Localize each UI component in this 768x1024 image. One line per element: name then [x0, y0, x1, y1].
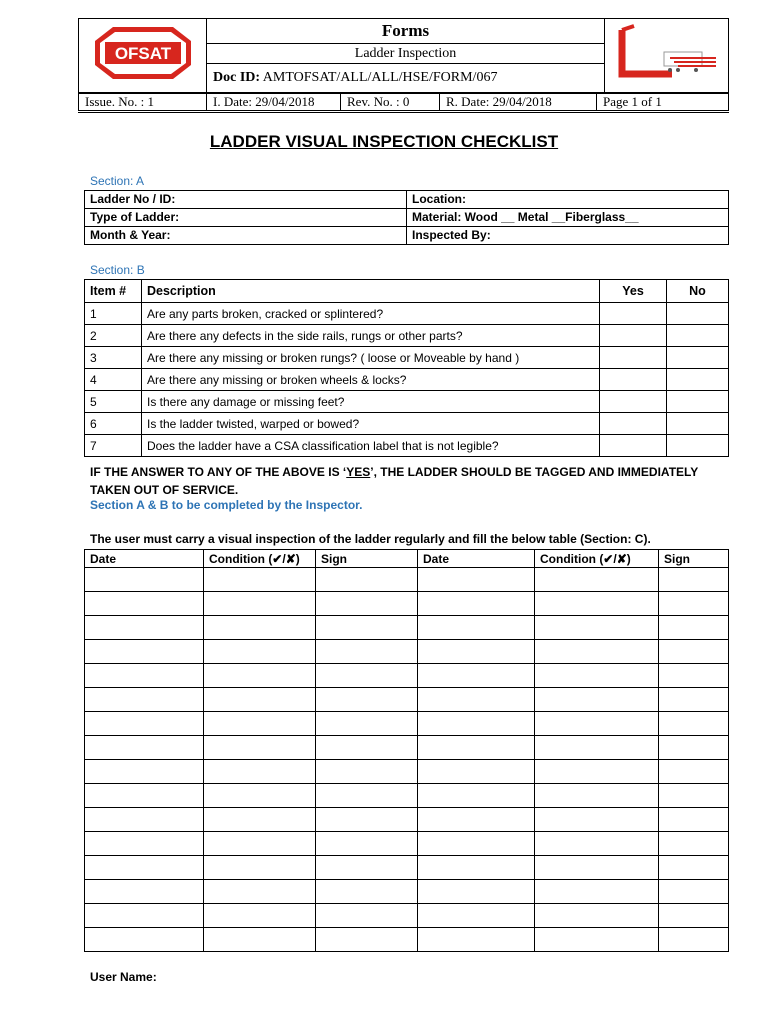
date-cell[interactable] — [418, 760, 535, 784]
condition-cell[interactable] — [535, 808, 659, 832]
condition-cell[interactable] — [535, 592, 659, 616]
condition-cell[interactable] — [204, 856, 316, 880]
doc-id-label: Doc ID: — [213, 70, 261, 85]
date-cell[interactable] — [418, 880, 535, 904]
location-field[interactable]: Location: — [407, 191, 729, 209]
condition-cell[interactable] — [535, 880, 659, 904]
condition-cell[interactable] — [535, 736, 659, 760]
sign-cell[interactable] — [659, 880, 729, 904]
condition-cell[interactable] — [204, 640, 316, 664]
table-row — [85, 640, 729, 664]
sign-cell[interactable] — [659, 808, 729, 832]
section-b-body — [85, 303, 729, 457]
yes-checkbox-cell[interactable] — [600, 303, 667, 325]
table-row — [85, 688, 729, 712]
sign-cell[interactable] — [659, 856, 729, 880]
item-number-header: Item # — [85, 280, 142, 303]
sign-cell[interactable] — [316, 736, 418, 760]
table-row — [85, 369, 729, 391]
sign-cell[interactable] — [659, 688, 729, 712]
table-row — [85, 303, 729, 325]
yes-checkbox-cell[interactable] — [600, 435, 667, 457]
date-cell[interactable] — [85, 568, 204, 592]
issue-number: Issue. No. : 1 — [79, 94, 207, 111]
table-header-row — [85, 280, 729, 303]
condition-cell[interactable] — [204, 808, 316, 832]
table-row — [85, 808, 729, 832]
item-number: 6 — [85, 413, 142, 435]
condition-cell[interactable] — [535, 928, 659, 952]
truck-logo-icon — [612, 22, 722, 84]
svg-text:OFSAT: OFSAT — [114, 44, 171, 63]
item-description: Are there any defects in the side rails, rungs or other parts? — [142, 325, 600, 347]
page-number: Page 1 of 1 — [597, 94, 729, 111]
date-cell[interactable] — [85, 760, 204, 784]
condition-cell[interactable] — [535, 640, 659, 664]
ladder-id-field[interactable]: Ladder No / ID: — [85, 191, 407, 209]
sign-cell[interactable] — [316, 904, 418, 928]
no-checkbox-cell[interactable] — [667, 325, 729, 347]
header-divider — [78, 112, 729, 113]
month-year-field[interactable]: Month & Year: — [85, 227, 407, 245]
condition-cell[interactable] — [535, 856, 659, 880]
yes-checkbox-cell[interactable] — [600, 325, 667, 347]
condition-cell[interactable] — [204, 736, 316, 760]
sign-cell[interactable] — [316, 616, 418, 640]
ofsat-logo-cell — [79, 19, 207, 93]
condition-cell[interactable] — [204, 928, 316, 952]
table-row — [85, 928, 729, 952]
sign-cell[interactable] — [659, 664, 729, 688]
no-checkbox-cell[interactable] — [667, 435, 729, 457]
warning-suffix: ’, THE LADDER SHOULD BE TAGGED AND IMMEDIATELY TAKEN OUT OF SERVICE. — [90, 465, 699, 497]
condition-cell[interactable] — [535, 832, 659, 856]
date-cell[interactable] — [85, 688, 204, 712]
form-name: Ladder Inspection — [207, 44, 605, 64]
table-row — [85, 760, 729, 784]
material-field[interactable]: Material: Wood __ Metal __Fiberglass__ — [407, 209, 729, 227]
date-header: Date — [85, 550, 204, 568]
section-c-table — [84, 549, 729, 952]
sign-cell[interactable] — [659, 568, 729, 592]
ladder-type-field[interactable]: Type of Ladder: — [85, 209, 407, 227]
condition-cell[interactable] — [204, 784, 316, 808]
sign-cell[interactable] — [659, 832, 729, 856]
sign-cell[interactable] — [316, 640, 418, 664]
date-cell[interactable] — [418, 664, 535, 688]
condition-cell[interactable] — [204, 880, 316, 904]
date-cell[interactable] — [85, 856, 204, 880]
doc-id-value: AMTOFSAT/ALL/ALL/HSE/FORM/067 — [262, 70, 498, 85]
section-c-body — [85, 568, 729, 952]
page-title: LADDER VISUAL INSPECTION CHECKLIST — [209, 132, 559, 151]
section-b-table — [84, 279, 729, 457]
condition-cell[interactable] — [204, 568, 316, 592]
sign-cell[interactable] — [316, 760, 418, 784]
table-header-row — [85, 550, 729, 568]
condition-cell[interactable] — [535, 664, 659, 688]
date-cell[interactable] — [418, 592, 535, 616]
yes-checkbox-cell[interactable] — [600, 369, 667, 391]
table-row — [85, 568, 729, 592]
table-row — [85, 856, 729, 880]
condition-cell[interactable] — [535, 712, 659, 736]
sign-header: Sign — [659, 550, 729, 568]
date-cell[interactable] — [85, 832, 204, 856]
table-row — [85, 391, 729, 413]
form-meta-row — [78, 93, 729, 111]
condition-cell[interactable] — [204, 760, 316, 784]
inspected-by-field[interactable]: Inspected By: — [407, 227, 729, 245]
condition-cell[interactable] — [535, 688, 659, 712]
form-header — [78, 18, 729, 93]
date-cell[interactable] — [418, 736, 535, 760]
condition-cell[interactable] — [535, 904, 659, 928]
date-cell[interactable] — [418, 568, 535, 592]
date-cell[interactable] — [85, 616, 204, 640]
condition-cell[interactable] — [535, 568, 659, 592]
item-number: 5 — [85, 391, 142, 413]
date-cell[interactable] — [418, 784, 535, 808]
table-row — [85, 712, 729, 736]
user-name-label: User Name: — [90, 970, 157, 984]
date-cell[interactable] — [85, 928, 204, 952]
sign-cell[interactable] — [316, 592, 418, 616]
sign-cell[interactable] — [316, 832, 418, 856]
issue-date: I. Date: 29/04/2018 — [207, 94, 341, 111]
truck-logo-cell — [605, 19, 729, 93]
table-row — [85, 435, 729, 457]
condition-cell[interactable] — [204, 616, 316, 640]
revision-number: Rev. No. : 0 — [341, 94, 440, 111]
date-cell[interactable] — [85, 712, 204, 736]
condition-cell[interactable] — [204, 832, 316, 856]
table-row — [85, 736, 729, 760]
condition-cell[interactable] — [535, 616, 659, 640]
sign-cell[interactable] — [659, 928, 729, 952]
sign-cell[interactable] — [316, 808, 418, 832]
forms-title: Forms — [207, 19, 605, 44]
section-b-label: Section: B — [90, 263, 145, 277]
condition-header: Condition (✔/✘) — [535, 550, 659, 568]
sign-cell[interactable] — [316, 856, 418, 880]
item-number: 3 — [85, 347, 142, 369]
table-row — [85, 832, 729, 856]
condition-cell[interactable] — [535, 760, 659, 784]
item-description: Is there any damage or missing feet? — [142, 391, 600, 413]
condition-cell[interactable] — [204, 904, 316, 928]
date-cell[interactable] — [85, 904, 204, 928]
condition-cell[interactable] — [204, 688, 316, 712]
date-cell[interactable] — [418, 904, 535, 928]
doc-id — [207, 64, 605, 93]
table-row — [85, 209, 729, 227]
item-number: 1 — [85, 303, 142, 325]
sign-cell[interactable] — [659, 592, 729, 616]
sign-cell[interactable] — [316, 784, 418, 808]
no-header: No — [667, 280, 729, 303]
table-row — [85, 325, 729, 347]
table-row — [85, 880, 729, 904]
description-header: Description — [142, 280, 600, 303]
table-row — [85, 592, 729, 616]
item-description: Does the ladder have a CSA classification label that is not legible? — [142, 435, 600, 457]
item-description: Are there any missing or broken wheels & locks? — [142, 369, 600, 391]
item-number: 2 — [85, 325, 142, 347]
section-c-instruction: The user must carry a visual inspection of the ladder regularly and fill the below table (Section: C). — [90, 532, 651, 546]
condition-header: Condition (✔/✘) — [204, 550, 316, 568]
item-description: Is the ladder twisted, warped or bowed? — [142, 413, 600, 435]
condition-cell[interactable] — [204, 592, 316, 616]
sign-cell[interactable] — [316, 688, 418, 712]
date-cell[interactable] — [418, 712, 535, 736]
condition-cell[interactable] — [204, 712, 316, 736]
table-row — [85, 227, 729, 245]
warning-yes: YES — [346, 465, 371, 479]
date-cell[interactable] — [85, 592, 204, 616]
sign-cell[interactable] — [659, 904, 729, 928]
table-row — [85, 347, 729, 369]
date-cell[interactable] — [85, 784, 204, 808]
date-cell[interactable] — [85, 880, 204, 904]
date-cell[interactable] — [418, 832, 535, 856]
date-cell[interactable] — [85, 664, 204, 688]
date-cell[interactable] — [418, 928, 535, 952]
no-checkbox-cell[interactable] — [667, 303, 729, 325]
sign-cell[interactable] — [659, 640, 729, 664]
sign-cell[interactable] — [659, 736, 729, 760]
date-cell[interactable] — [418, 640, 535, 664]
yes-checkbox-cell[interactable] — [600, 413, 667, 435]
date-cell[interactable] — [418, 688, 535, 712]
no-checkbox-cell[interactable] — [667, 413, 729, 435]
item-description: Are there any missing or broken rungs? ( loose or Moveable by hand ) — [142, 347, 600, 369]
inspector-note: Section A & B to be completed by the Inspector. — [90, 498, 363, 512]
date-cell[interactable] — [85, 808, 204, 832]
sign-cell[interactable] — [316, 568, 418, 592]
warning-text — [90, 463, 730, 499]
item-number: 7 — [85, 435, 142, 457]
sign-cell[interactable] — [316, 712, 418, 736]
item-number: 4 — [85, 369, 142, 391]
sign-header: Sign — [316, 550, 418, 568]
sign-cell[interactable] — [316, 664, 418, 688]
sign-cell[interactable] — [659, 712, 729, 736]
table-row — [85, 413, 729, 435]
date-cell[interactable] — [418, 808, 535, 832]
sign-cell[interactable] — [316, 880, 418, 904]
condition-cell[interactable] — [204, 664, 316, 688]
item-description: Are any parts broken, cracked or splintered? — [142, 303, 600, 325]
table-row — [85, 191, 729, 209]
date-cell[interactable] — [85, 736, 204, 760]
sign-cell[interactable] — [659, 784, 729, 808]
yes-checkbox-cell[interactable] — [600, 347, 667, 369]
section-a-table — [84, 190, 729, 245]
condition-cell[interactable] — [535, 784, 659, 808]
yes-checkbox-cell[interactable] — [600, 391, 667, 413]
table-row — [85, 784, 729, 808]
table-row — [85, 904, 729, 928]
no-checkbox-cell[interactable] — [667, 369, 729, 391]
date-cell[interactable] — [418, 616, 535, 640]
date-header: Date — [418, 550, 535, 568]
no-checkbox-cell[interactable] — [667, 391, 729, 413]
revision-date: R. Date: 29/04/2018 — [440, 94, 597, 111]
ofsat-logo — [93, 25, 193, 81]
sign-cell[interactable] — [659, 760, 729, 784]
date-cell[interactable] — [85, 640, 204, 664]
table-row — [85, 616, 729, 640]
table-row — [85, 664, 729, 688]
no-checkbox-cell[interactable] — [667, 347, 729, 369]
yes-header: Yes — [600, 280, 667, 303]
warning-prefix: IF THE ANSWER TO ANY OF THE ABOVE IS ‘ — [90, 465, 347, 479]
sign-cell[interactable] — [659, 616, 729, 640]
date-cell[interactable] — [418, 856, 535, 880]
sign-cell[interactable] — [316, 928, 418, 952]
section-a-label: Section: A — [90, 174, 145, 188]
